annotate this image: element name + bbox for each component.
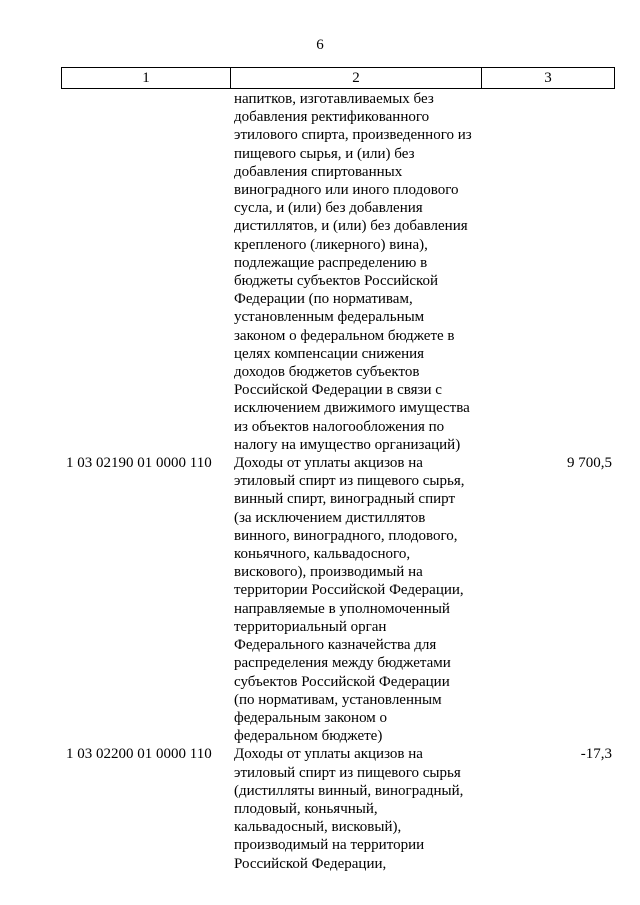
description-line: дистиллятов, и (или) без добавления: [234, 218, 468, 235]
description-line: производимый на территории: [234, 837, 425, 854]
description-line: коньячного, кальвадосного,: [234, 546, 411, 563]
description-line: Доходы от уплаты акцизов на: [234, 455, 423, 472]
description-line: (по нормативам, установленным: [234, 691, 442, 708]
revenue-description: [234, 745, 484, 872]
description-line: территории Российской Федерации,: [234, 582, 464, 599]
table-row: [0, 454, 640, 745]
description-line: из объектов налогообложения по: [234, 418, 445, 435]
amount-value: 9 700,5: [567, 455, 612, 472]
description-line: этиловый спирт из пищевого сырья,: [234, 473, 465, 490]
description-line: установленным федеральным: [234, 309, 425, 326]
table-row: [0, 745, 640, 872]
description-line: пищевого сырья, и (или) без: [234, 145, 415, 162]
description-line: Доходы от уплаты акцизов на: [234, 746, 423, 763]
description-line: (за исключением дистиллятов: [234, 509, 426, 526]
description-line: доходов бюджетов субъектов: [234, 364, 420, 381]
revenue-description: [234, 454, 484, 745]
description-line: территориальный орган: [234, 618, 387, 635]
description-line: добавления спиртованных: [234, 163, 403, 180]
description-line: винный спирт, виноградный спирт: [234, 491, 455, 508]
description-line: налогу на имущество организаций): [234, 436, 461, 453]
page-number: 6: [316, 37, 324, 53]
description-line: целях компенсации снижения: [234, 345, 425, 362]
revenue-code: 1 03 02190 01 0000 110: [66, 455, 212, 472]
description-line: бюджеты субъектов Российской: [234, 273, 439, 290]
description-line: субъектов Российской Федерации: [234, 673, 450, 690]
description-line: винного, виноградного, плодового,: [234, 527, 458, 544]
description-line: крепленого (ликерного) вина),: [234, 236, 428, 253]
column-header-1: 1: [62, 68, 231, 88]
description-line: законом о федеральном бюджете в: [234, 327, 455, 344]
description-line: добавления ректификованного: [234, 109, 430, 126]
description-line: распределения между бюджетами: [234, 655, 451, 672]
description-line: вискового), производимый на: [234, 564, 423, 581]
amount-value: -17,3: [580, 746, 612, 763]
description-line: исключением движимого имущества: [234, 400, 470, 417]
description-line: кальвадосный, висковый),: [234, 819, 402, 836]
revenue-code: 1 03 02200 01 0000 110: [66, 746, 212, 763]
description-line: этиловый спирт из пищевого сырья: [234, 764, 461, 781]
description-line: Федерации (по нормативам,: [234, 291, 413, 308]
description-line: федеральном бюджете): [234, 728, 383, 745]
description-line: плодовый, коньячный,: [234, 800, 378, 817]
table-body: [0, 90, 640, 873]
description-line: Федерального казначейства для: [234, 637, 437, 654]
description-line: направляемые в уполномоченный: [234, 600, 450, 617]
column-header-3: 3: [544, 69, 552, 86]
column-header-2: 2: [231, 68, 482, 88]
description-line: виноградного или иного плодового: [234, 182, 459, 199]
revenue-description: [234, 90, 484, 454]
description-line: Российской Федерации,: [234, 855, 387, 872]
description-line: (дистилляты винный, виноградный,: [234, 782, 464, 799]
description-line: напитков, изготавливаемых без: [234, 91, 434, 107]
description-line: федеральным законом о: [234, 709, 388, 726]
description-line: подлежащие распределению в: [234, 254, 428, 271]
description-line: этилового спирта, произведенного из: [234, 127, 472, 144]
description-line: сусла, и (или) без добавления: [234, 200, 423, 217]
table-header-row: [61, 67, 615, 89]
table-row: [0, 90, 640, 454]
description-line: Российской Федерации в связи с: [234, 382, 442, 399]
